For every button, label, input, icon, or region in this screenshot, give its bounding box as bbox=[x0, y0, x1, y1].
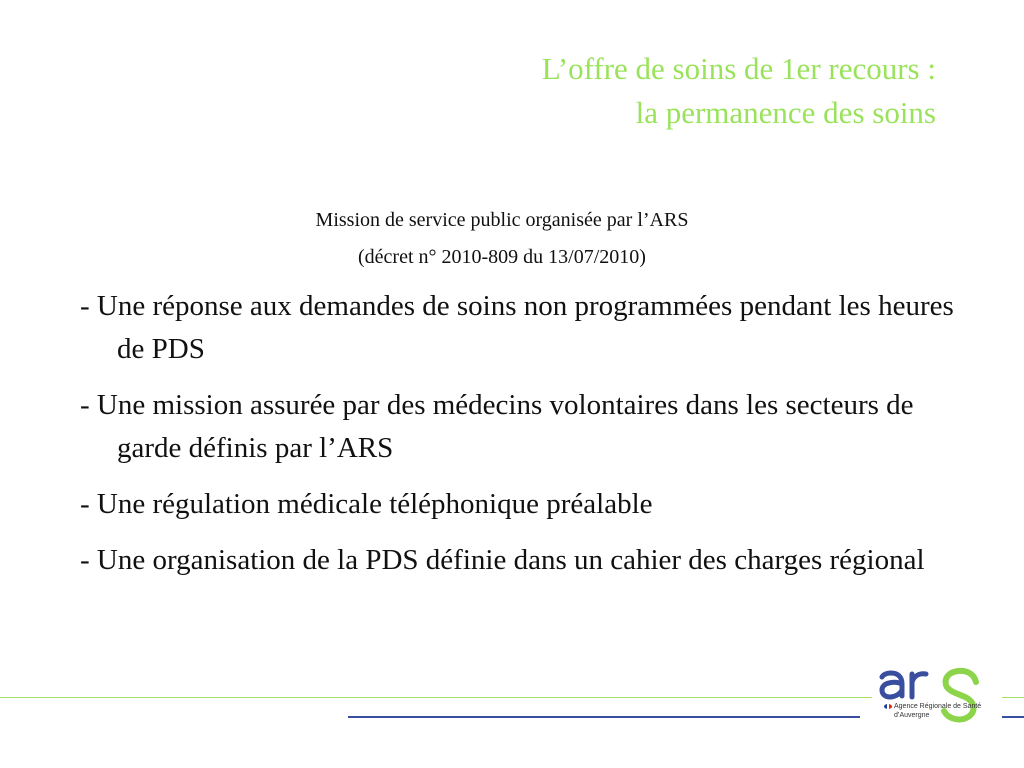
title-line-2: la permanence des soins bbox=[635, 95, 936, 130]
ars-logo bbox=[872, 662, 1002, 762]
bullet-item: - Une réponse aux demandes de soins non programmées pendant les heures de PDS bbox=[80, 290, 954, 365]
logo-caption bbox=[894, 702, 981, 720]
title-line-1: L’offre de soins de 1er recours : bbox=[541, 51, 936, 86]
slide-title bbox=[236, 47, 936, 135]
french-flag-icon bbox=[884, 704, 892, 709]
bullet-list bbox=[80, 285, 960, 595]
bullet-item: - Une régulation médicale téléphonique préalable bbox=[80, 488, 653, 520]
footer-divider-green bbox=[0, 697, 1024, 698]
subtitle-line-1: Mission de service public organisée par l’ARS bbox=[315, 209, 689, 231]
bullet-item: - Une mission assurée par des médecins volontaires dans les secteurs de garde définis par l’ARS bbox=[80, 389, 914, 464]
logo-caption-line-1: Agence Régionale de Santé bbox=[894, 703, 982, 710]
footer-divider-blue bbox=[348, 716, 860, 718]
slide-subtitle bbox=[0, 202, 1004, 276]
logo-caption-line-2: d’Auvergne bbox=[894, 712, 930, 719]
bullet-item: - Une organisation de la PDS définie dans un cahier des charges régional bbox=[80, 544, 925, 576]
subtitle-line-2: (décret n° 2010-809 du 13/07/2010) bbox=[358, 246, 646, 268]
